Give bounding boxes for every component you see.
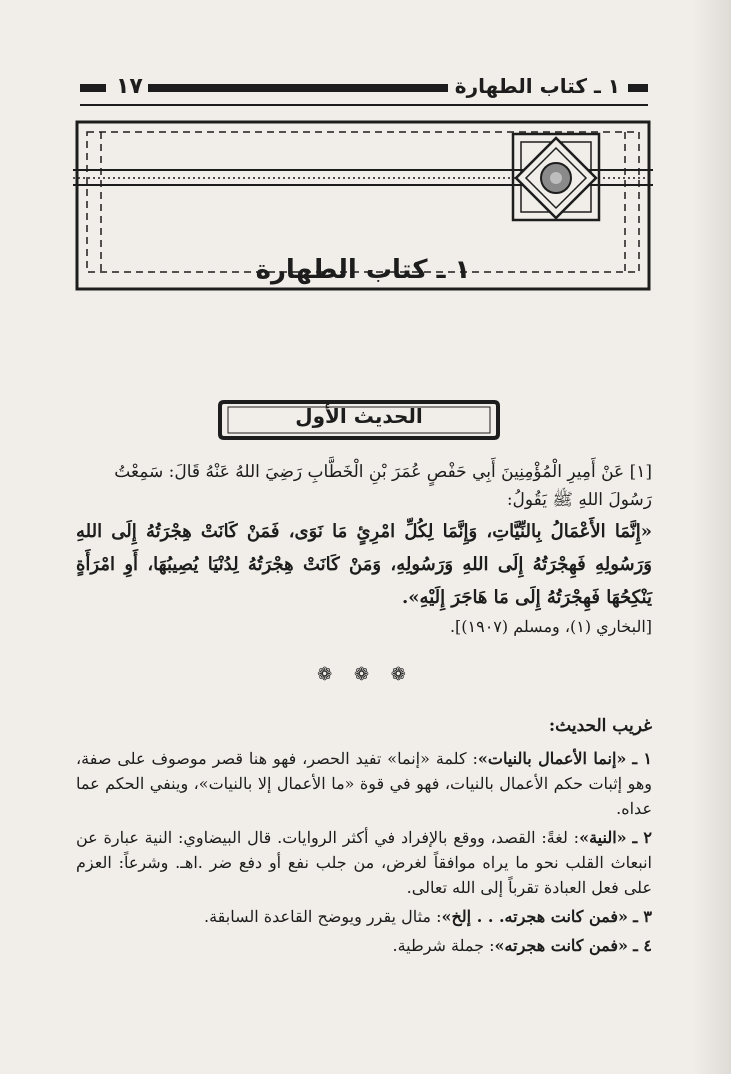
gloss-note-4 [76, 933, 652, 958]
header-bar-middle [148, 84, 448, 92]
header-bar-left [80, 84, 106, 92]
gloss-note-2 [76, 825, 652, 900]
running-header-title: ١ ـ كتاب الطهارة [454, 74, 620, 98]
note-number: ٢ ـ [632, 828, 652, 847]
note-term: «فمن كانت هجرته» [494, 936, 629, 955]
note-text: : لغةً: القصد، ووقع بالإفراد في أكثر الروايات. قال البيضاوي: النية عبارة عن انبعاث القلب نحو ما يراه موافقاً لغرض، من جلب نفع أو دفع ضر .اهـ. وشرعاً: العزم على فعل العبادة تقرباً إلى الله تعالى. [76, 828, 652, 897]
note-text: : كلمة «إنما» تفيد الحصر، فهو هنا قصر موصوف على صفة، وهو إثبات حكم الأعمال بالنيات، فهو في قوة «ما الأعمال إلا بالنيات»، وينفي الحكم عما عداه. [76, 749, 652, 818]
gloss-notes [76, 746, 652, 962]
page-number: ١٧ [116, 74, 143, 99]
running-header [80, 74, 648, 104]
note-term: «فمن كانت هجرته. . . إلخ» [441, 907, 629, 926]
gloss-note-3 [76, 904, 652, 929]
hadith-heading-box [216, 398, 502, 442]
header-rule [80, 104, 648, 106]
hadith-source: [البخاري (١)، ومسلم (١٩٠٧)]. [449, 617, 652, 636]
page-edge-shadow [691, 0, 731, 1074]
gloss-note-1 [76, 746, 652, 821]
hadith-isnad: [١] عَنْ أَمِيرِ الْمُؤْمِنِينَ أَبِي حَفْصٍ عُمَرَ بْنِ الْخَطَّابِ رَضِيَ اللهُ عَنْهُ قَالَ: سَمِعْتُ رَسُولَ اللهِ ﷺ يَقُولُ: [114, 462, 652, 510]
note-term: «النية» [579, 828, 627, 847]
hadith-heading: الحديث الأول [295, 404, 423, 428]
chapter-ornament-frame [73, 118, 653, 293]
section-separator: ❁ ❁ ❁ [317, 664, 414, 685]
gloss-heading: غريب الحديث: [548, 716, 652, 736]
chapter-title: ١ ـ كتاب الطهارة [255, 255, 471, 285]
hadith-text: «إِنَّمَا الأَعْمَالُ بِالنِّيَّاتِ، وَإِنَّمَا لِكُلِّ امْرِئٍ مَا نَوَى، فَمَنْ كَانَتْ هِجْرَتُهُ إِلَى اللهِ وَرَسُولِهِ فَهِجْرَتُهُ إِلَى اللهِ وَرَسُولِهِ، وَمَنْ كَانَتْ هِجْرَتُهُ لِدُنْيَا يُصِيبُهَا، أَوِ امْرَأَةٍ يَنْكِحُهَا فَهِجْرَتُهُ إِلَى مَا هَاجَرَ إِلَيْهِ». [76, 521, 652, 608]
note-number: ١ ـ [632, 749, 652, 768]
note-text: : مثال يقرر ويوضح القاعدة السابقة. [203, 907, 442, 926]
note-number: ٤ ـ [633, 936, 652, 955]
note-number: ٣ ـ [633, 907, 652, 926]
header-bar-right [628, 84, 648, 92]
note-text: : جملة شرطية. [392, 936, 495, 955]
note-term: «إنما الأعمال بالنيات» [477, 749, 627, 768]
